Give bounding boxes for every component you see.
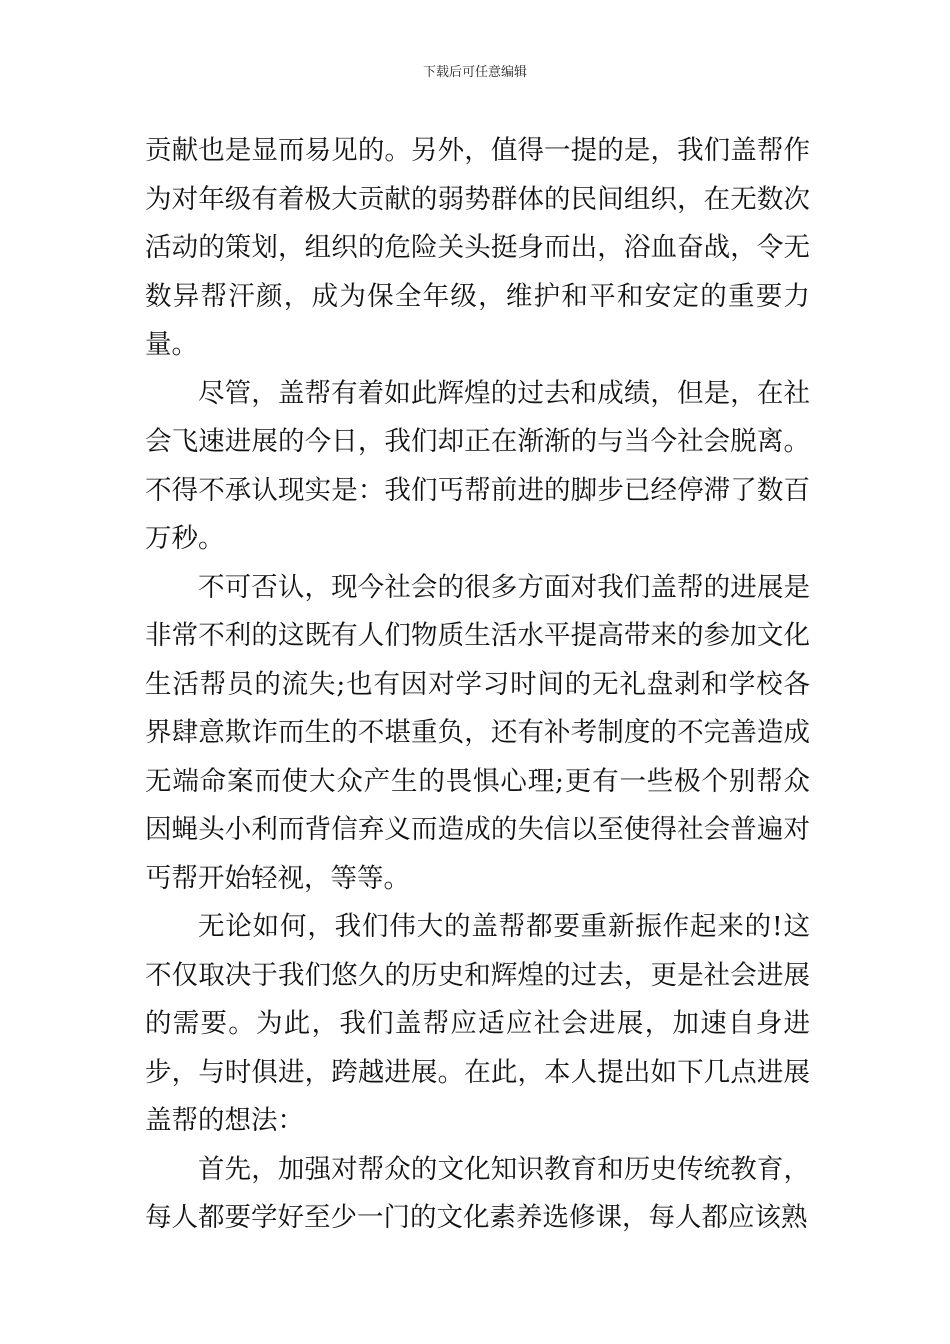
paragraph-4: 无论如何，我们伟大的盖帮都要重新振作起来的!这不仅取决于我们悠久的历史和辉煌的过去，更是社会进展的需要。为此，我们盖帮应适应社会进展，加速自身进步，与时俱进，跨越进展。在此，本人提出如下几点进展盖帮的想法： — [145, 911, 810, 1136]
document-body — [145, 127, 810, 1243]
paragraph-5: 首先，加强对帮众的文化知识教育和历史传统教育，每人都要学好至少一门的文化素养选修课，每人都应该熟 — [145, 1153, 810, 1233]
paragraph-1: 贡献也是显而易见的。另外，值得一提的是，我们盖帮作为对年级有着极大贡献的弱势群体的民间组织，在无数次活动的策划，组织的危险关头挺身而出，浴血奋战，令无数异帮汗颜，成为保全年级，维护和平和安定的重要力量。 — [145, 135, 810, 360]
page-header: 下载后可任意编辑 — [422, 65, 527, 80]
paragraph-3: 不可否认，现今社会的很多方面对我们盖帮的进展是非常不利的这既有人们物质生活水平提高带来的参加文化生活帮员的流失;也有因对学习时间的无礼盘剥和学校各界肆意欺诈而生的不堪重负，还有补考制度的不完善造成无端命案而使大众产生的畏惧心理;更有一些极个别帮众因蝇头小利而背信弃义而造成的失信以至使得社会普遍对丐帮开始轻视，等等。 — [145, 571, 810, 894]
paragraph-2: 尽管，盖帮有着如此辉煌的过去和成绩，但是，在社会飞速进展的今日，我们却正在渐渐的与当今社会脱离。不得不承认现实是：我们丐帮前进的脚步已经停滞了数百万秒。 — [145, 377, 810, 554]
